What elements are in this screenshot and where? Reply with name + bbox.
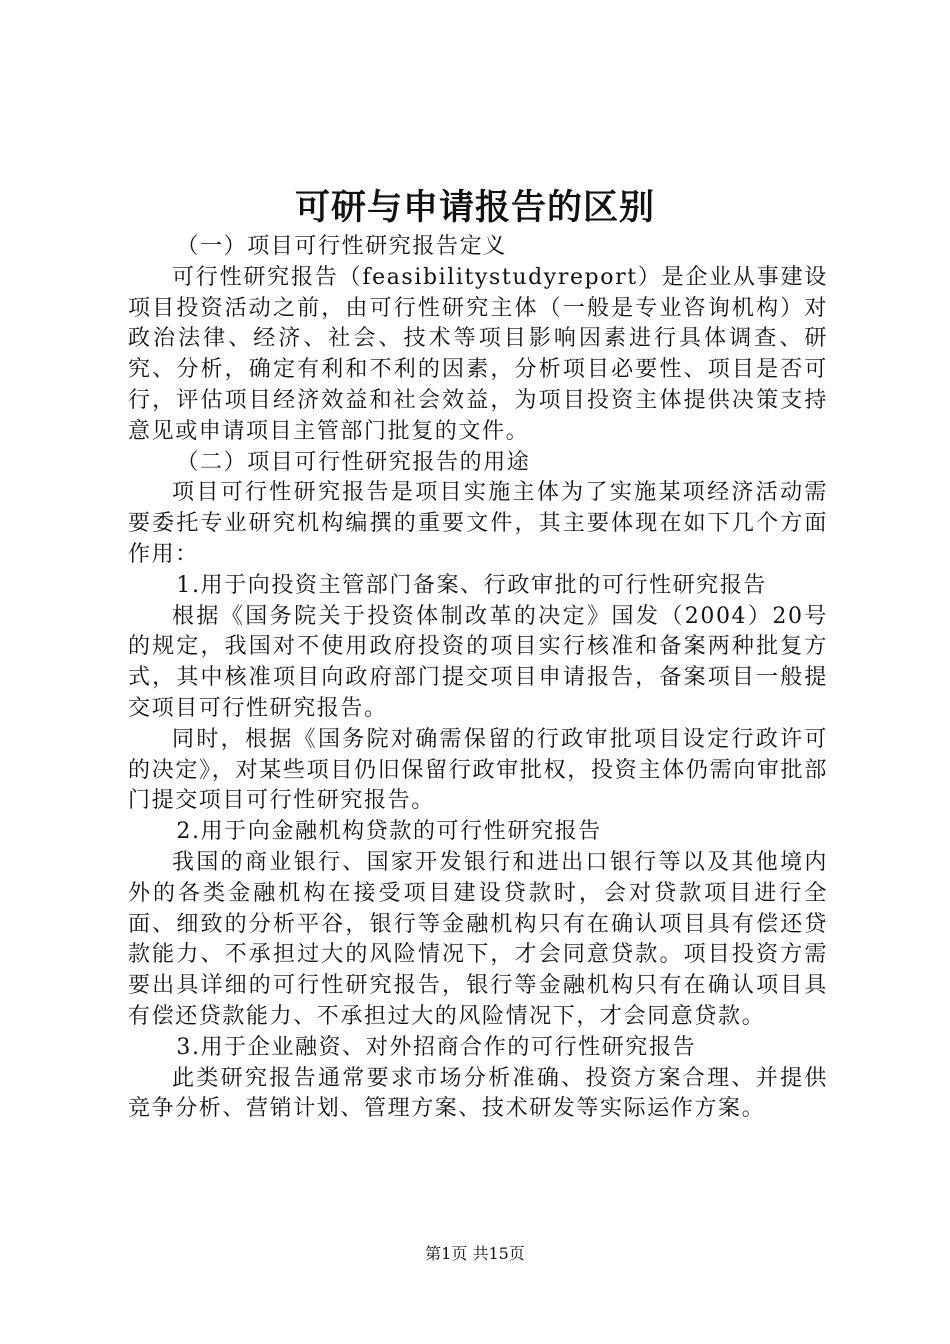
paragraph-uses-intro: 项目可行性研究报告是项目实施主体为了实施某项经济活动需要委托专业研究机构编撰的重要文件，其主要体现在如下几个方面作用： bbox=[128, 480, 828, 567]
subheading-financing: 3.用于企业融资、对外招商合作的可行性研究报告 bbox=[176, 1034, 697, 1060]
document-body bbox=[128, 232, 828, 1125]
section-heading-definition: （一）项目可行性研究报告定义 bbox=[176, 234, 507, 259]
paragraph-definition: 可行性研究报告（feasibilitystudyreport）是企业从事建设项目投资活动之前，由可行性研究主体（一般是专业咨询机构）对政治法律、经济、社会、技术等项目影响因素进行具体调查、研究、分析，确定有利和不利的因素，分析项目必要性、项目是否可行，评估项目经济效益和社会效益，为项目投资主体提供决策支持意见或申请项目主管部门批复的文件。 bbox=[128, 264, 828, 444]
paragraph-approval-2: 同时，根据《国务院对确需保留的行政审批项目设定行政许可的决定》，对某些项目仍旧保留行政审批权，投资主体仍需向审批部门提交项目可行性研究报告。 bbox=[128, 726, 828, 814]
paragraph-approval-1: 根据《国务院关于投资体制改革的决定》国发（2004）20号的规定，我国对不使用政府投资的项目实行核准和备案两种批复方式，其中核准项目向政府部门提交项目申请报告，备案项目一般提交项目可行性研究报告。 bbox=[128, 603, 828, 721]
document-title: 可研与申请报告的区别 bbox=[294, 187, 655, 228]
page-number-footer: 第1页 共15页 bbox=[425, 1244, 525, 1263]
paragraph-financing: 此类研究报告通常要求市场分析准确、投资方案合理、并提供竞争分析、营销计划、管理方案、技术研发等实际运作方案。 bbox=[128, 1065, 828, 1122]
subheading-loan: 2.用于向金融机构贷款的可行性研究报告 bbox=[176, 819, 602, 845]
section-heading-uses: （二）项目可行性研究报告的用途 bbox=[176, 449, 531, 475]
subheading-approval: 1.用于向投资主管部门备案、行政审批的可行性研究报告 bbox=[176, 572, 767, 598]
paragraph-loan: 我国的商业银行、国家开发银行和进出口银行等以及其他境内外的各类金融机构在接受项目建设贷款时，会对贷款项目进行全面、细致的分析平谷，银行等金融机构只有在确认项目具有偿还贷款能力、不承担过大的风险情况下，才会同意贷款。项目投资方需要出具详细的可行性研究报告，银行等金融机构只有在确认项目具有偿还贷款能力、不承担过大的风险情况下，才会同意贷款。 bbox=[128, 849, 828, 1029]
